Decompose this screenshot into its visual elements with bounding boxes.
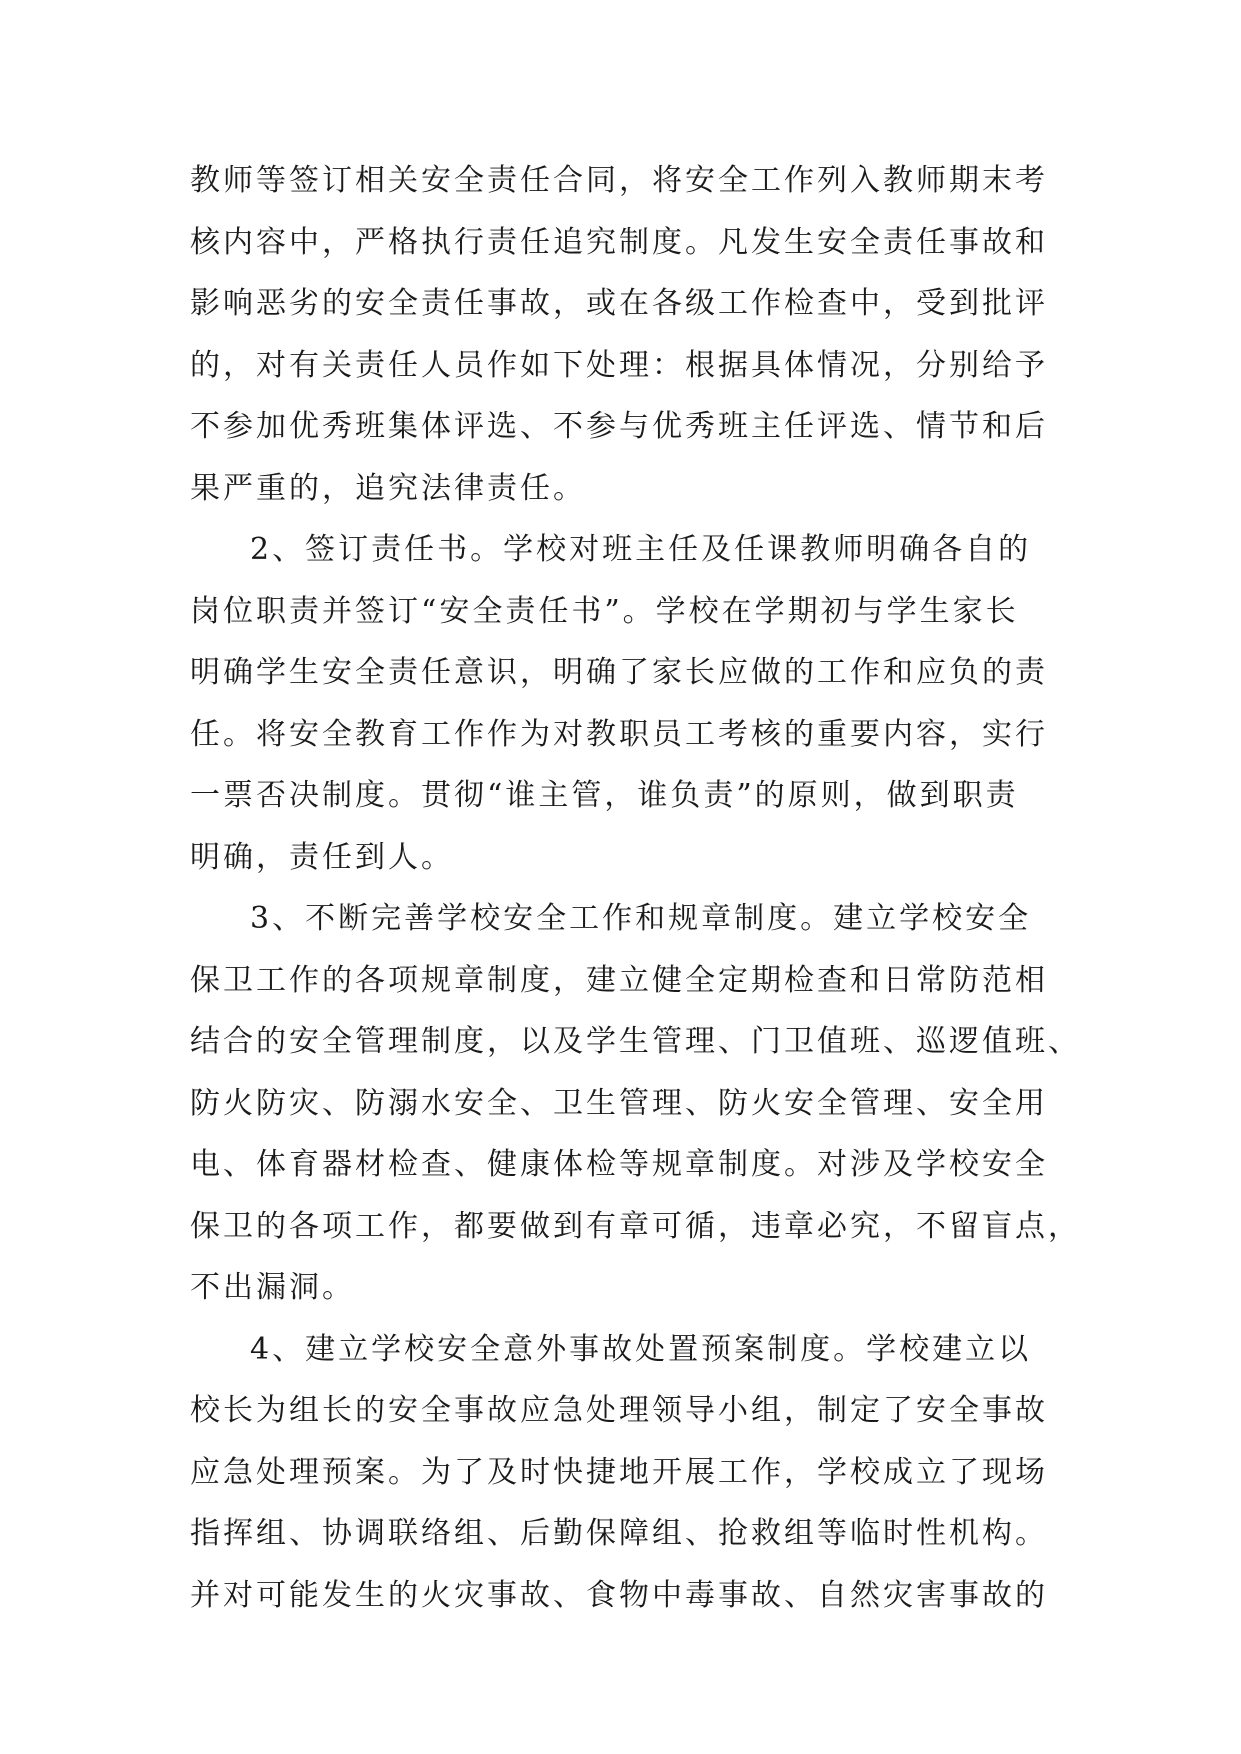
text-line: 2、签订责任书。学校对班主任及任课教师明确各自的 (250, 532, 1032, 567)
text-line: 应急处理预案。为了及时快捷地开展工作，学校成立了现场 (190, 1454, 1048, 1490)
text-line: 校长为组长的安全事故应急处理领导小组，制定了安全事故 (190, 1393, 1048, 1428)
text-line: 明确学生安全责任意识，明确了家长应做的工作和应负的责 (190, 655, 1048, 690)
text-line: 4、建立学校安全意外事故处置预案制度。学校建立以 (250, 1331, 1032, 1367)
text-line: 电、体育器材检查、健康体检等规章制度。对涉及学校安全 (190, 1147, 1048, 1182)
text-line: 明确，责任到人。 (190, 839, 454, 875)
text-line: 教师等签订相关安全责任合同，将安全工作列入教师期末考 (190, 163, 1048, 198)
text-line: 核内容中，严格执行责任追究制度。凡发生安全责任事故和 (190, 224, 1048, 260)
text-line: 一票否决制度。贯彻“谁主管，谁负责”的原则，做到职责 (190, 778, 1019, 813)
text-line: 指挥组、协调联络组、后勤保障组、抢救组等临时性机构。 (190, 1516, 1048, 1551)
text-line: 岗位职责并签订“安全责任书”。学校在学期初与学生家长 (190, 593, 1019, 629)
text-line: 任。将安全教育工作作为对教职员工考核的重要内容，实行 (190, 716, 1048, 752)
text-line: 影响恶劣的安全责任事故，或在各级工作检查中，受到批评 (190, 286, 1048, 321)
text-line: 的，对有关责任人员作如下处理：根据具体情况，分别给予 (190, 347, 1048, 383)
text-line: 果严重的，追究法律责任。 (190, 470, 586, 506)
text-line: 保卫工作的各项规章制度，建立健全定期检查和日常防范相 (190, 962, 1048, 998)
text-line: 并对可能发生的火灾事故、食物中毒事故、自然灾害事故的 (190, 1577, 1048, 1613)
text-line: 保卫的各项工作，都要做到有章可循，违章必究，不留盲点， (190, 1208, 1081, 1244)
document-body (190, 150, 1081, 1626)
text-line: 3、不断完善学校安全工作和规章制度。建立学校安全 (250, 901, 1032, 936)
text-line: 不参加优秀班集体评选、不参与优秀班主任评选、情节和后 (190, 409, 1048, 444)
text-line: 结合的安全管理制度，以及学生管理、门卫值班、巡逻值班、 (190, 1024, 1081, 1059)
text-line: 不出漏洞。 (190, 1270, 355, 1305)
text-line: 防火防灾、防溺水安全、卫生管理、防火安全管理、安全用 (190, 1085, 1048, 1121)
